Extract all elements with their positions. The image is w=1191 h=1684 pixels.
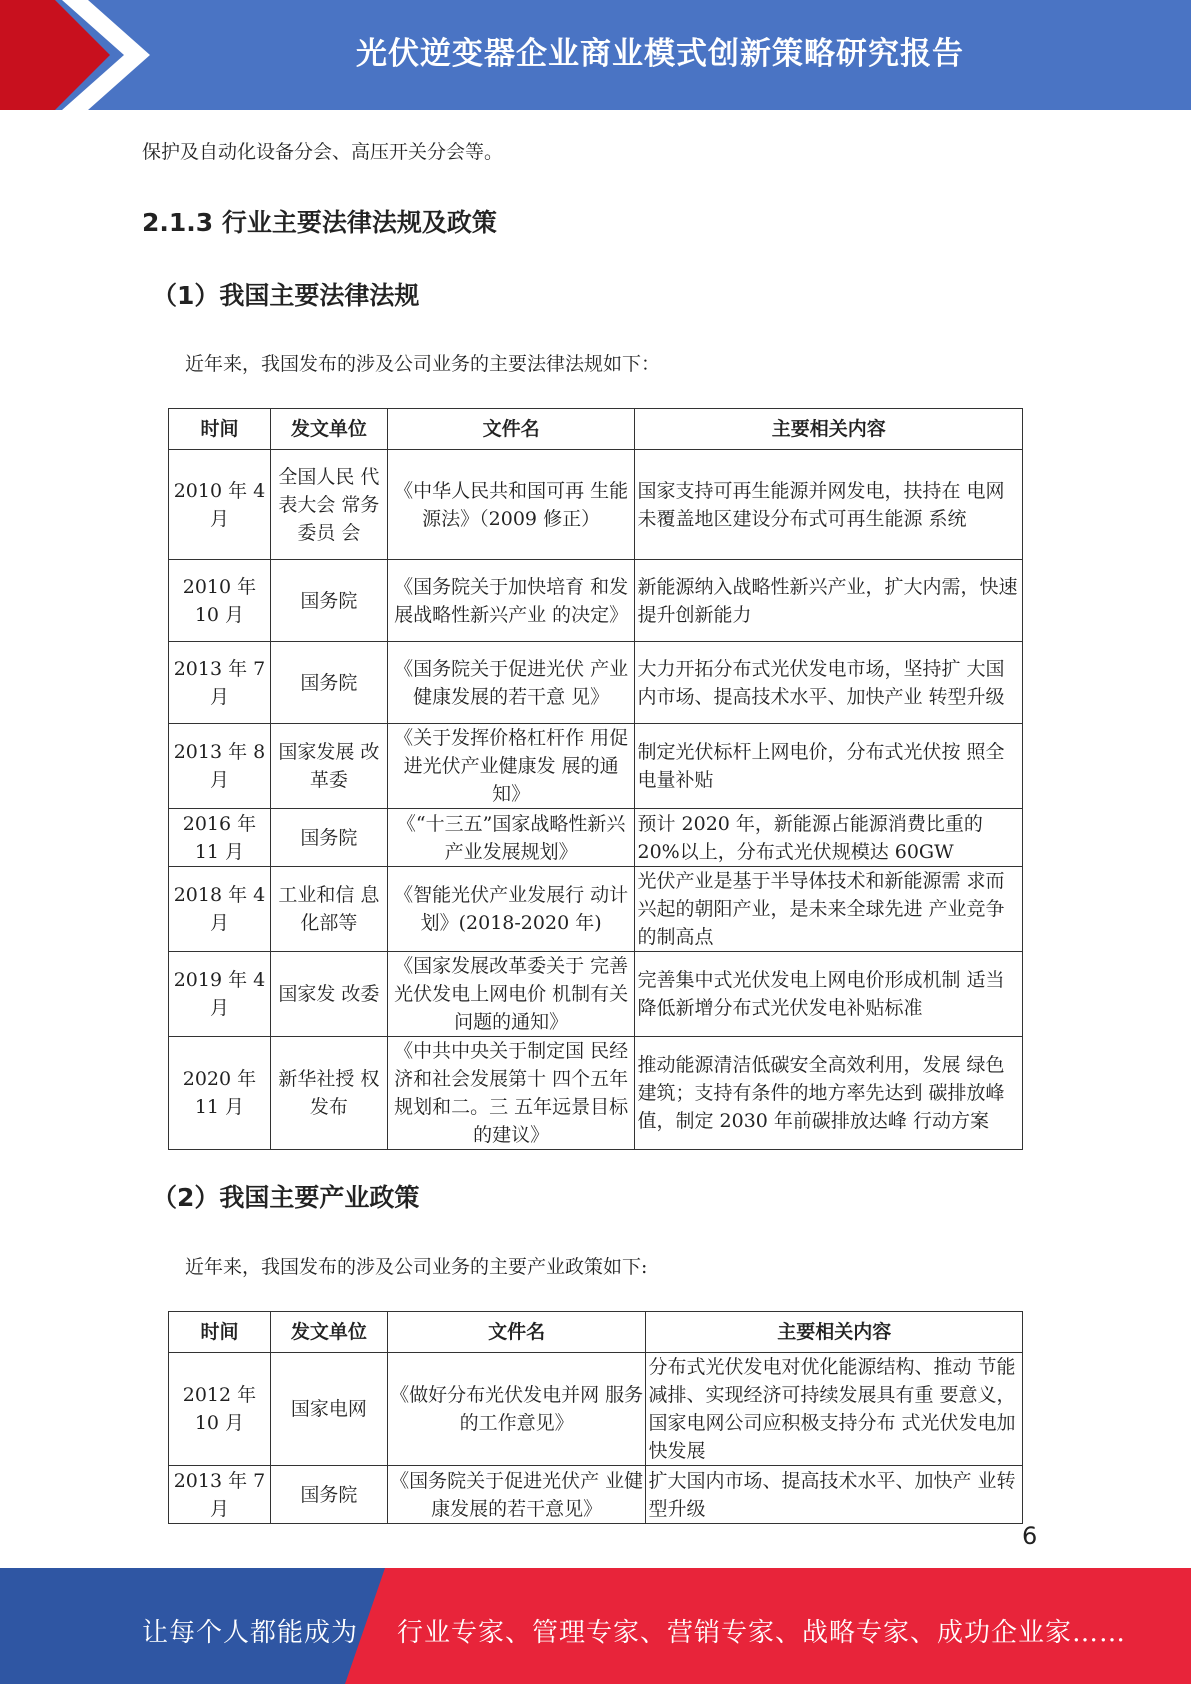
cell-time: 2010 年 10 月 [169, 560, 271, 642]
table-row [169, 1037, 1023, 1150]
cell-content: 推动能源清洁低碳安全高效利用，发展 绿色建筑；支持有条件的地方率先达到 碳排放峰值，制定 2030 年前碳排放达峰 行动方案 [635, 1037, 1023, 1150]
cell-time: 2020 年 11 月 [169, 1037, 271, 1150]
policies-heading: （2）我国主要产业政策 [152, 1183, 420, 1212]
cell-issuer: 国务院 [270, 560, 387, 642]
policies-intro: 近年来，我国发布的涉及公司业务的主要产业政策如下: [185, 1256, 648, 1278]
table-row [169, 642, 1023, 724]
table-header-row [169, 1312, 1023, 1353]
column-header-time: 时间 [169, 409, 271, 450]
cell-content: 分布式光伏发电对优化能源结构、推动 节能减排、实现经济可持续发展具有重 要意义，国家电网公司应积极支持分布 式光伏发电加快发展 [646, 1353, 1023, 1466]
report-title: 光伏逆变器企业商业模式创新策略研究报告 [356, 36, 964, 72]
cell-time: 2013 年 8 月 [169, 724, 271, 809]
page-number: 6 [1022, 1522, 1038, 1550]
column-header-issuer: 发文单位 [270, 1312, 387, 1353]
column-header-content: 主要相关内容 [635, 409, 1023, 450]
cell-content: 制定光伏标杆上网电价，分布式光伏按 照全电量补贴 [635, 724, 1023, 809]
table-row [169, 1353, 1023, 1466]
cell-issuer: 全国人民 代表大会 常务委员 会 [270, 450, 387, 560]
cell-time: 2019 年 4 月 [169, 952, 271, 1037]
laws-intro: 近年来，我国发布的涉及公司业务的主要法律法规如下： [185, 353, 661, 375]
policies-table [168, 1311, 1023, 1524]
column-header-document: 文件名 [387, 1312, 646, 1353]
cell-time: 2012 年 10 月 [169, 1353, 271, 1466]
cell-time: 2016 年 11 月 [169, 809, 271, 867]
footer-slogan-left: 让每个人都能成为 [142, 1618, 359, 1648]
cell-issuer: 新华社授 权发布 [270, 1037, 387, 1150]
cell-content: 光伏产业是基于半导体技术和新能源需 求而兴起的朝阳产业，是未来全球先进 产业竞争的制高点 [635, 867, 1023, 952]
cell-time: 2013 年 7 月 [169, 642, 271, 724]
cell-time: 2013 年 7 月 [169, 1466, 271, 1524]
column-header-time: 时间 [169, 1312, 271, 1353]
page-header [0, 0, 1191, 110]
laws-table [168, 408, 1023, 1150]
column-header-issuer: 发文单位 [270, 409, 387, 450]
cell-document: 《国务院关于加快培育 和发展战略性新兴产业 的决定》 [387, 560, 635, 642]
cell-time: 2018 年 4 月 [169, 867, 271, 952]
cell-document: 《智能光伏产业发展行 动计划》(2018-2020 年) [387, 867, 635, 952]
cell-issuer: 国家电网 [270, 1353, 387, 1466]
cell-document: 《“十三五”国家战略性新兴产业发展规划》 [387, 809, 635, 867]
cell-document: 《国务院关于促进光伏 产业健康发展的若干意 见》 [387, 642, 635, 724]
cell-content: 大力开拓分布式光伏发电市场，坚持扩 大国内市场、提高技术水平、加快产业 转型升级 [635, 642, 1023, 724]
cell-issuer: 国务院 [270, 1466, 387, 1524]
cell-content: 扩大国内市场、提高技术水平、加快产 业转型升级 [646, 1466, 1023, 1524]
column-header-document: 文件名 [387, 409, 635, 450]
table-row [169, 724, 1023, 809]
cell-document: 《国务院关于促进光伏产 业健康发展的若干意见》 [387, 1466, 646, 1524]
cell-content: 新能源纳入战略性新兴产业，扩大内需，快速提升创新能力 [635, 560, 1023, 642]
column-header-content: 主要相关内容 [646, 1312, 1023, 1353]
cell-document: 《中共中央关于制定国 民经济和社会发展第十 四个五年规划和二。三 五年远景目标的建议》 [387, 1037, 635, 1150]
cell-time: 2010 年 4 月 [169, 450, 271, 560]
cell-issuer: 国务院 [270, 809, 387, 867]
cell-document: 《中华人民共和国可再 生能源法》（2009 修正） [387, 450, 635, 560]
cell-document: 《国家发展改革委关于 完善光伏发电上网电价 机制有关问题的通知》 [387, 952, 635, 1037]
cell-document: 《关于发挥价格杠杆作 用促进光伏产业健康发 展的通知》 [387, 724, 635, 809]
table-row [169, 952, 1023, 1037]
cell-content: 国家支持可再生能源并网发电，扶持在 电网未覆盖地区建设分布式可再生能源 系统 [635, 450, 1023, 560]
table-row [169, 450, 1023, 560]
table-row [169, 809, 1023, 867]
table-row [169, 867, 1023, 952]
intro-fragment: 保护及自动化设备分会、高压开关分会等。 [142, 141, 504, 163]
section-heading: 2.1.3 行业主要法律法规及政策 [142, 208, 497, 237]
cell-issuer: 国务院 [270, 642, 387, 724]
table-header-row [169, 409, 1023, 450]
cell-issuer: 国家发展 改革委 [270, 724, 387, 809]
cell-content: 预计 2020 年，新能源占能源消费比重的 20%以上，分布式光伏规模达 60GW [635, 809, 1023, 867]
cell-document: 《做好分布光伏发电并网 服务的工作意见》 [387, 1353, 646, 1466]
table-row [169, 1466, 1023, 1524]
table-row [169, 560, 1023, 642]
footer-slogan-right: 行业专家、管理专家、营销专家、战略专家、成功企业家…… [397, 1618, 1127, 1648]
cell-content: 完善集中式光伏发电上网电价形成机制 适当降低新增分布式光伏发电补贴标准 [635, 952, 1023, 1037]
cell-issuer: 国家发 改委 [270, 952, 387, 1037]
laws-heading: （1）我国主要法律法规 [152, 281, 420, 310]
cell-issuer: 工业和信 息化部等 [270, 867, 387, 952]
